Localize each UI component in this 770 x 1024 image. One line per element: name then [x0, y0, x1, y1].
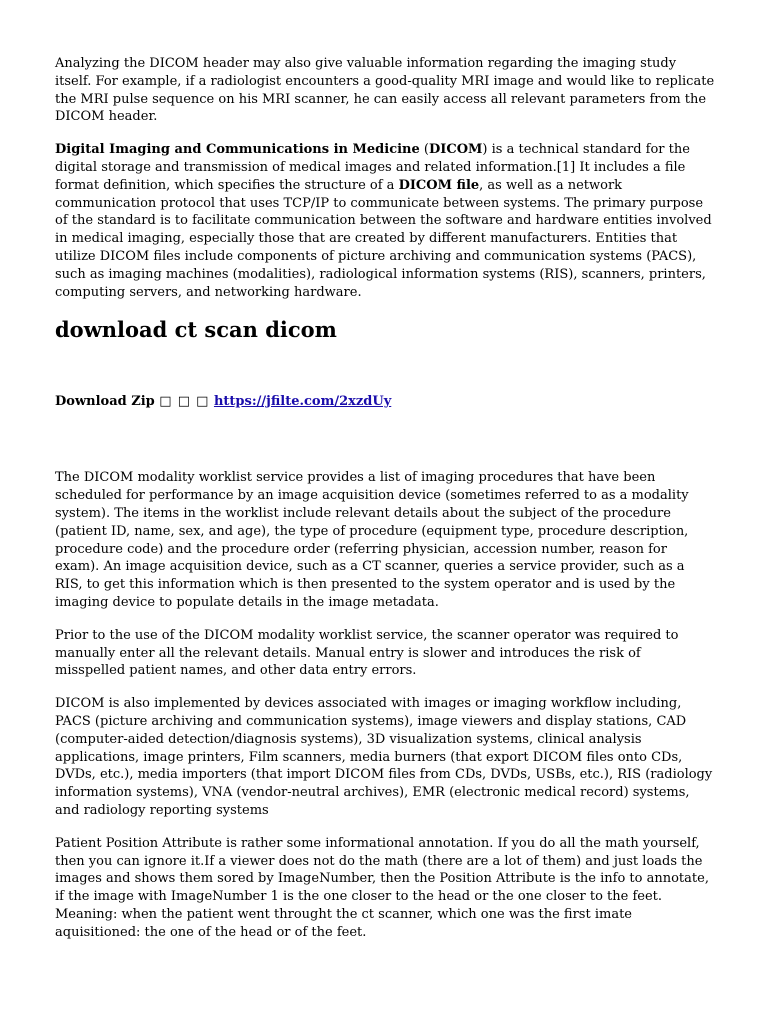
page-heading: download ct scan dicom [55, 317, 337, 343]
text-open-paren: ( [419, 142, 429, 158]
paragraph-patient-position: Patient Position Attribute is rather some informational annotation. If you do all the math yourself, then you can ignore it.If a viewer does not do the math (there are a lot of them) and just loads the images and shows them sored by ImageNumber, then the Position Attribute is the info to annotate, if the image with ImageNumber 1 is the one closer to the head or the one closer to the feet. Meaning: when the patient went throught the ct scanner, which one was the first imate aquisitioned: the one of the head or of the feet. [55, 835, 709, 940]
paragraph-implemented: DICOM is also implemented by devices associated with images or imaging workflow including, PACS (picture archiving and communication systems), image viewers and display stations, CAD (computer-aided detection/diagnosis systems), 3D visualization systems, clinical analysis applications, image printers, Film scanners, media burners (that export DICOM files onto CDs, DVDs, etc.), media importers (that import DICOM files from CDs, DVDs, USBs, etc.), RIS (radiology information systems), VNA (vendor-neutral archives), EMR (electronic medical record) systems, and radiology reporting systems [55, 696, 713, 818]
bold-term-dicom-file: DICOM file [398, 177, 480, 193]
bold-term-dicom-full: Digital Imaging and Communications in Medicine [55, 142, 420, 158]
paragraph-worklist: The DICOM modality worklist service provides a list of imaging procedures that have been scheduled for performance by an image acquisition device (sometimes referred to as a modality system). The items in the worklist include relevant details about the subject of the procedure (patient ID, name, sex, and age), the type of procedure (equipment type, procedure description, procedure code) and the procedure order (referring physician, accession number, reason for exam). An image acquisition device, such as a CT scanner, queries a service provider, such as a RIS, to get this information which is then presented to the system operator and is used by the imaging device to populate details in the image metadata. [55, 470, 689, 610]
download-link[interactable]: https://jfilte.com/2xzdUy [213, 394, 392, 410]
paragraph-dicom-header: Analyzing the DICOM header may also give valuable information regarding the imaging study itself. For example, if a radiologist encounters a good-quality MRI image and would like to replicate the MRI pulse sequence on his MRI scanner, he can easily access all relevant parameters from the DICOM header. [55, 56, 715, 125]
bold-term-dicom: DICOM [429, 142, 483, 158]
paragraph-prior: Prior to the use of the DICOM modality worklist service, the scanner operator was required to manually enter all the relevant details. Manual entry is slower and introduces the risk of misspelled patient names, and other data entry errors. [55, 627, 679, 679]
download-zip-label: Download Zip [55, 394, 155, 410]
download-line [55, 393, 715, 411]
definition-text-part1: ) is a technical standard for the digital storage and transmission of medical images and related information.[1] It includes a file format definition, which specifies the structure of a [55, 142, 690, 193]
paragraph-dicom-definition [55, 141, 715, 301]
definition-text-part2: , as well as a network communication protocol that uses TCP/IP to communicate between systems. The primary purpose of the standard is to facilitate communication between the software and hardware entities involved in medical imaging, especially those that are created by different manufacturers. Entities that utilize DICOM files include components of picture archiving and communication systems (PACS), such as imaging machines (modalities), radiological information systems (RIS), scanners, printers, computing servers, and networking hardware. [55, 177, 712, 300]
box-glyph-icons: □ □ □ [159, 394, 210, 410]
